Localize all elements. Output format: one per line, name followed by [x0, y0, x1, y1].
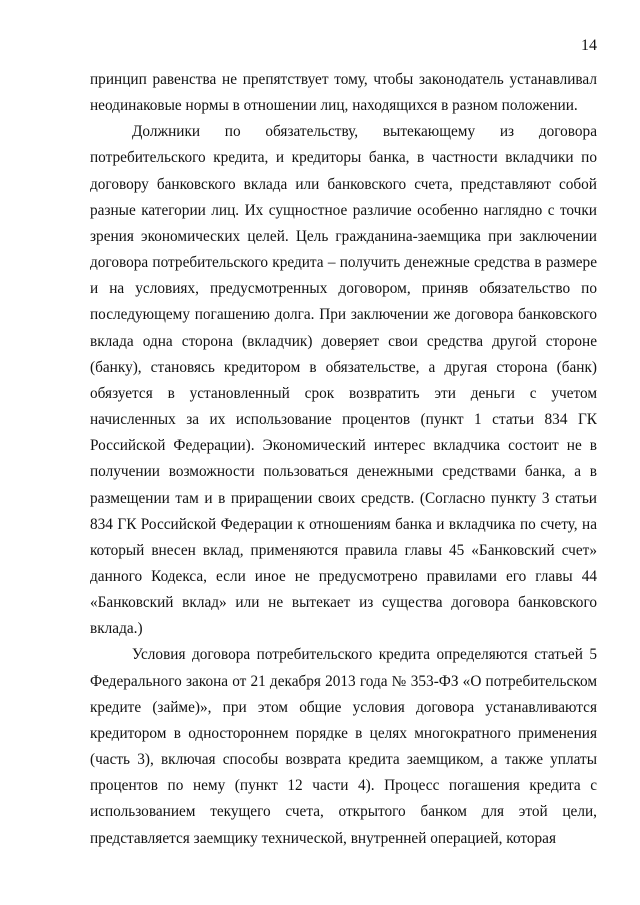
- paragraph-continuation: принцип равенства не препятствует тому, чтобы законодатель устанавливал неодинаковые нормы в отношении лиц, находящихся в разном положении.: [90, 71, 597, 115]
- body-text: [90, 67, 597, 852]
- paragraph-debtors-vs-creditors: Должники по обязательству, вытекающему из договора потребительского кредита, и кредиторы банка, в частности вкладчики по договору банковского вклада или банковского счета, представляют собой разные категории лиц. Их сущностное различие особенно наглядно с точки зрения экономических целей. Цель гражданина-заемщика при заключении договора потребительского кредита – получить денежные средства в размере и на условиях, предусмотренных договором, приняв обязательство по последующему погашению долга. При заключении же договора банковского вклада одна сторона (вкладчик) доверяет свои средства другой стороне (банку), становясь кредитором в обязательстве, а другая сторона (банк) обязуется в установленный срок возвратить эти деньги с учетом начисленных за их использование процентов (пункт 1 статьи 834 ГК Российской Федерации). Экономический интерес вкладчика состоит не в получении возможности пользоваться денежными средствами банка, а в размещении там и в приращении своих средств. (Согласно пункту 3 статьи 834 ГК Российской Федерации к отношениям банка и вкладчика по счету, на который внесен вклад, применяются правила главы 45 «Банковский счет» данного Кодекса, если иное не предусмотрено правилами его главы 44 «Банковский вклад» или не вытекает из существа договора банковского вклада.): [90, 123, 597, 638]
- paragraph-loan-conditions: Условия договора потребительского кредита определяются статьей 5 Федерального закона от 21 декабря 2013 года № 353-ФЗ «О потребительском кредите (займе)», при этом общие условия договора устанавливаются кредитором в одностороннем порядке в целях многократного применения (часть 3), включая способы возврата кредита заемщиком, а также уплаты процентов по нему (пункт 12 части 4). Процесс погашения кредита с использованием текущего счета, открытого банком для этой цели, представляется заемщику технической, внутренней операцией, которая: [90, 646, 597, 847]
- page-number: 14: [581, 37, 597, 54]
